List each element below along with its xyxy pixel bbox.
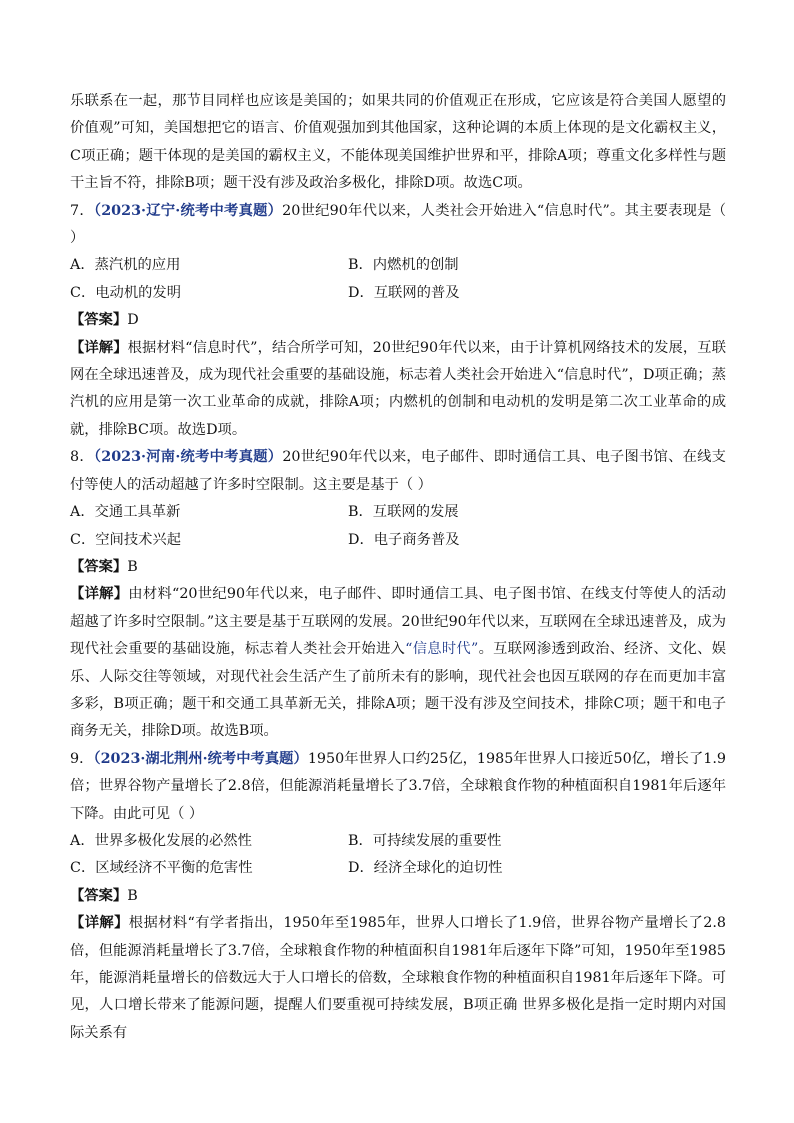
source-tag: （2023·辽宁·统考中考真题） — [93, 202, 283, 219]
intro-paragraph: 乐联系在一起，那节目同样也应该是美国的；如果共同的价值观正在形成，它应该是符合美国人愿望的价值观”可知，美国想把它的语言、价值观强加到其他国家，这种论调的本质上体现的是文化霸权主义，C项正确；题干体现的是美国的霸权主义，不能体现美国维护世界和平，排除A项；尊重文化多样性与题干主旨不符，排除B项；题干没有涉及政治多极化，排除D项。故选C项。 — [70, 93, 726, 192]
options-row — [70, 499, 726, 526]
source-tag: （2023·湖北荆州·统考中考真题） — [93, 750, 308, 767]
answer-value: B — [127, 887, 138, 904]
answer-label: 【答案】 — [70, 558, 128, 575]
option-d: D．电子商务普及 — [348, 531, 460, 548]
option-c: C．空间技术兴起 — [70, 531, 182, 548]
option-a: A．交通工具革新 — [70, 504, 181, 521]
question-text: 20世纪90年代以来，电子邮件、即时通信工具、电子图书馆、在线支付等使人的活动超越了许多时空限制。这主要是基于（ ） — [70, 449, 726, 493]
option-b: B．内燃机的创制 — [348, 257, 459, 274]
detail-text: 根据材料“有学者指出，1950年至1985年，世界人口增长了1.9倍，世界谷物产量增长了2.8倍，但能源消耗量增长了3.7倍，全球粮食作物的种植面积自1981年后逐年下降”可知，1950年至1985年，能源消耗量增长的倍数远大于人口增长的倍数，全球粮食作物的种植面积自1981年后逐年下降。可见，人口增长带来了能源问题，提醒人们要重视可持续发展，B项正确 世界多极化是指一定时期内对国际关系有 — [70, 915, 726, 1041]
question-9-stem — [70, 746, 726, 828]
options-row — [70, 280, 726, 307]
detail-text: 根据材料“信息时代”，结合所学可知，20世纪90年代以来，由于计算机网络技术的发展，互联网在全球迅速普及，成为现代社会重要的基础设施，标志着人类社会开始进入“信息时代”，D项正确；蒸汽机的应用是第一次工业革命的成就，排除A项；内燃机的创制和电动机的发明是第二次工业革命的成就，排除BC项。故选D项。 — [70, 339, 727, 438]
detail-text: 由材料“20世纪90年代以来，电子邮件、即时通信工具、电子图书馆、在线支付等使人的活动超越了许多时空限制。”这主要是基于互联网的发展。20世纪90年代以来，互联网在全球迅速普及，成为现代社会重要的基础设施，标志着人类社会开始进入 — [70, 586, 726, 658]
answer-line — [70, 307, 726, 334]
answer-value: B — [127, 558, 138, 575]
question-7-stem — [70, 198, 726, 253]
highlighted-term: “信息时代” — [405, 641, 479, 658]
source-tag: （2023·河南·统考中考真题） — [93, 449, 283, 466]
question-number: 8． — [70, 449, 94, 466]
detail-text: 。互联网渗透到政治、经济、文化、娱乐、人际交往等领域，对现代社会生活产生了前所未有的影响，现代社会也因互联网的存在而更加丰富多彩，B项正确；题干和交通工具革新无关，排除A项；题干没有涉及空间技术，排除C项；题干和电子商务无关，排除D项。故选B项。 — [70, 641, 727, 740]
option-a: A．世界多极化发展的必然性 — [70, 832, 252, 849]
option-c: C．区域经济不平衡的危害性 — [70, 860, 253, 877]
document-page — [70, 88, 726, 1047]
option-a: A．蒸汽机的应用 — [70, 257, 181, 274]
answer-label: 【答案】 — [70, 887, 128, 904]
answer-line — [70, 883, 726, 910]
detail-paragraph — [70, 910, 726, 1047]
detail-label: 【详解】 — [70, 586, 129, 603]
question-8-stem — [70, 444, 726, 499]
answer-label: 【答案】 — [70, 312, 128, 329]
answer-value: D — [127, 312, 139, 329]
question-number: 7． — [70, 202, 94, 219]
option-d: D．经济全球化的迫切性 — [348, 860, 503, 877]
options-row — [70, 527, 726, 554]
options-row — [70, 855, 726, 882]
detail-paragraph — [70, 335, 726, 445]
detail-label: 【详解】 — [70, 339, 128, 356]
option-b: B．互联网的发展 — [348, 504, 459, 521]
option-c: C．电动机的发明 — [70, 284, 182, 301]
question-number: 9． — [70, 750, 94, 767]
detail-paragraph — [70, 581, 726, 745]
option-b: B．可持续发展的重要性 — [348, 832, 502, 849]
question-text: 1950年世界人口约25亿，1985年世界人口接近50亿，增长了1.9倍；世界谷物产量增长了2.8倍，但能源消耗量增长了3.7倍，全球粮食作物的种植面积自1981年后逐年下降。由此可见（ ） — [70, 750, 726, 822]
question-text: 20世纪90年代以来，人类社会开始进入“信息时代”。其主要表现是（ ） — [70, 202, 726, 247]
detail-label: 【详解】 — [70, 915, 129, 932]
options-row — [70, 828, 726, 855]
options-row — [70, 252, 726, 279]
option-d: D．互联网的普及 — [348, 284, 460, 301]
answer-line — [70, 554, 726, 581]
